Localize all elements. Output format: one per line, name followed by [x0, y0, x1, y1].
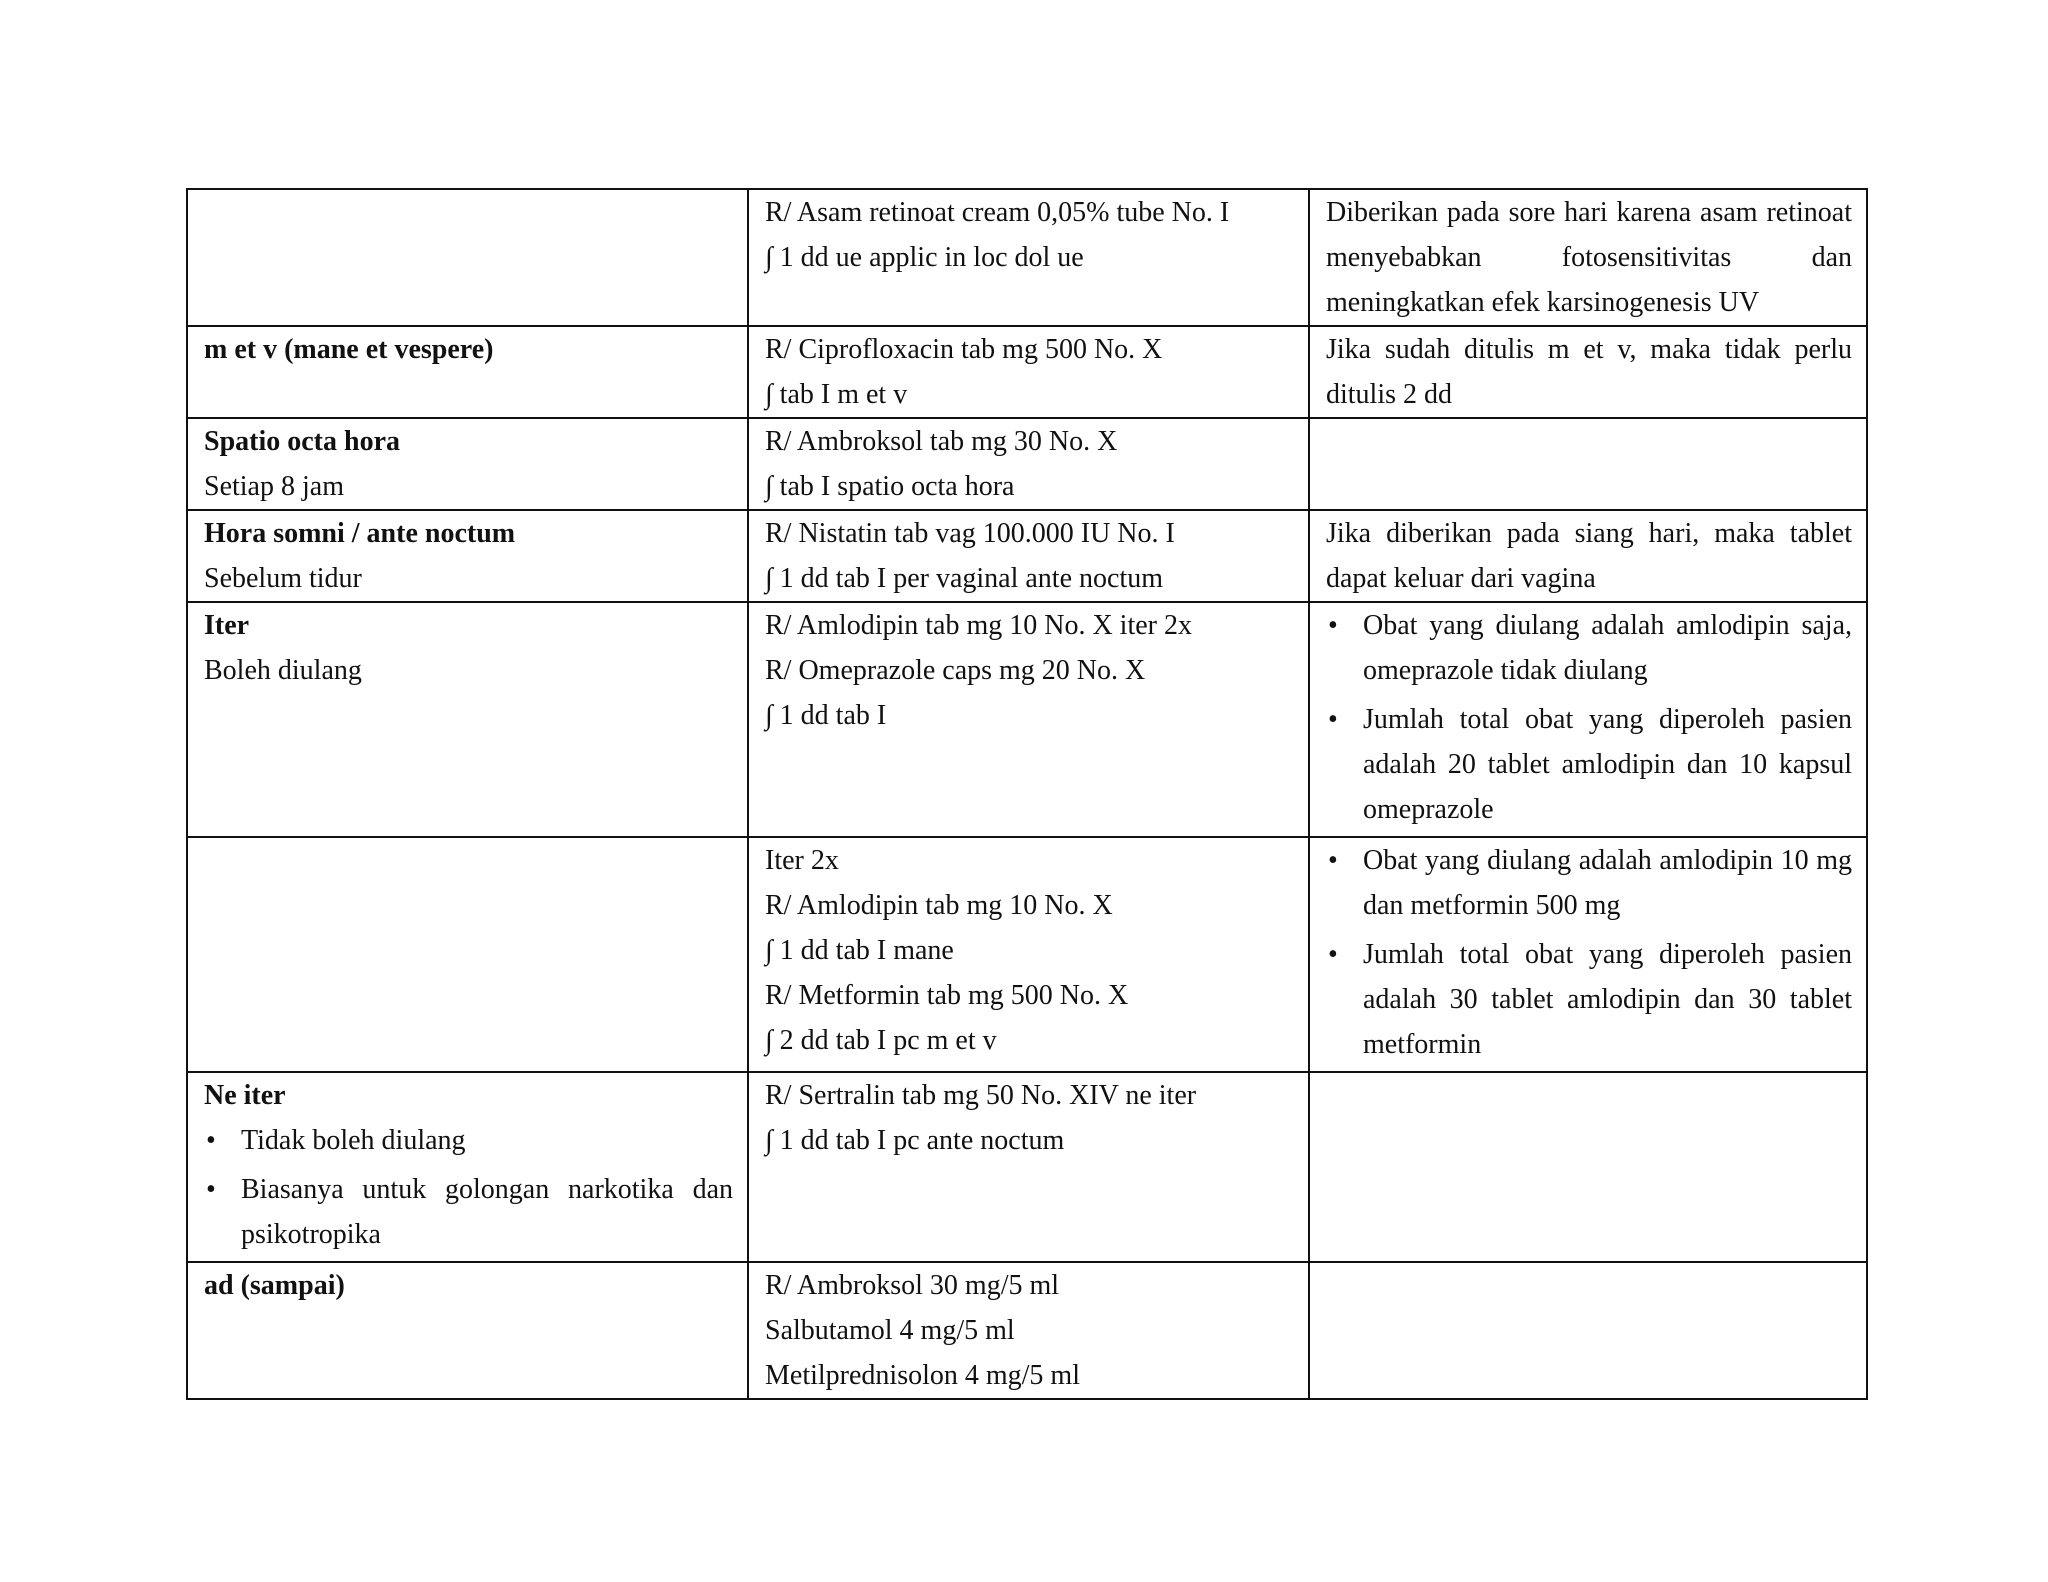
term-cell: [187, 418, 748, 510]
prescription-line: R/ Omeprazole caps mg 20 No. X: [765, 655, 1146, 686]
prescription-cell: [748, 189, 1309, 326]
note-bullet-list: [1326, 838, 1852, 1067]
note-bullet-item: • Jumlah total obat yang diperoleh pasien adalah 20 tablet amlodipin dan 10 kapsul omeprazole: [1326, 697, 1852, 832]
prescription-line: R/ Amlodipin tab mg 10 No. X: [765, 890, 1113, 921]
term-bullet-item: • Biasanya untuk golongan narkotika dan psikotropika: [204, 1167, 733, 1257]
note-text: Jika diberikan pada siang hari, maka tablet dapat keluar dari vagina: [1326, 518, 1852, 594]
table-row: [187, 418, 1867, 510]
note-cell: [1309, 418, 1867, 510]
prescription-cell: [748, 602, 1309, 837]
term-cell: [187, 510, 748, 602]
prescription-cell: [748, 837, 1309, 1072]
term-cell: [187, 1072, 748, 1262]
note-bullet-item: • Jumlah total obat yang diperoleh pasien adalah 30 tablet amlodipin dan 30 tablet metformin: [1326, 932, 1852, 1067]
table-row: [187, 326, 1867, 418]
note-bullet-item: • Obat yang diulang adalah amlodipin 10 mg dan metformin 500 mg: [1326, 838, 1852, 928]
prescription-line: ∫ tab I spatio octa hora: [765, 471, 1015, 502]
prescription-line: R/ Sertralin tab mg 50 No. XIV ne iter: [765, 1080, 1197, 1111]
note-cell: [1309, 510, 1867, 602]
term-label: m et v (mane et vespere): [204, 334, 494, 365]
prescription-line: R/ Metformin tab mg 500 No. X: [765, 980, 1129, 1011]
table-row: [187, 602, 1867, 837]
prescription-line: ∫ 1 dd tab I: [765, 700, 887, 731]
prescription-line: Iter 2x: [765, 845, 839, 876]
term-label: Ne iter: [204, 1080, 286, 1111]
note-cell: [1309, 602, 1867, 837]
table-row: [187, 510, 1867, 602]
prescription-cell: [748, 418, 1309, 510]
table-row: [187, 1262, 1867, 1399]
prescription-line: R/ Amlodipin tab mg 10 No. X iter 2x: [765, 610, 1192, 641]
prescription-line: R/ Nistatin tab vag 100.000 IU No. I: [765, 518, 1175, 549]
note-text: Diberikan pada sore hari karena asam retinoat menyebabkan fotosensitivitas dan meningkatkan efek karsinogenesis UV: [1326, 197, 1852, 318]
prescription-terms-table: [186, 188, 1868, 1400]
term-cell: [187, 326, 748, 418]
prescription-line: ∫ 1 dd tab I per vaginal ante noctum: [765, 563, 1163, 594]
note-bullet-list: [1326, 603, 1852, 832]
note-bullet-item: • Obat yang diulang adalah amlodipin saja, omeprazole tidak diulang: [1326, 603, 1852, 693]
note-cell: [1309, 189, 1867, 326]
term-cell: [187, 837, 748, 1072]
prescription-line: Metilprednisolon 4 mg/5 ml: [765, 1360, 1080, 1391]
prescription-line: R/ Ambroksol tab mg 30 No. X: [765, 426, 1118, 457]
term-bullet-item: • Tidak boleh diulang: [204, 1118, 733, 1163]
term-description: Boleh diulang: [204, 655, 362, 686]
table-row: [187, 837, 1867, 1072]
prescription-line: R/ Ciprofloxacin tab mg 500 No. X: [765, 334, 1163, 365]
prescription-cell: [748, 510, 1309, 602]
prescription-line: Salbutamol 4 mg/5 ml: [765, 1315, 1015, 1346]
term-bullet-list: [204, 1118, 733, 1257]
prescription-line: ∫ 1 dd ue applic in loc dol ue: [765, 242, 1084, 273]
prescription-line: ∫ 2 dd tab I pc m et v: [765, 1025, 997, 1056]
note-cell: [1309, 326, 1867, 418]
prescription-line: ∫ 1 dd tab I pc ante noctum: [765, 1125, 1065, 1156]
term-cell: [187, 189, 748, 326]
note-cell: [1309, 837, 1867, 1072]
table-row: [187, 1072, 1867, 1262]
note-text: Jika sudah ditulis m et v, maka tidak perlu ditulis 2 dd: [1326, 334, 1852, 410]
term-description: Sebelum tidur: [204, 563, 362, 594]
prescription-cell: [748, 1072, 1309, 1262]
prescription-line: R/ Asam retinoat cream 0,05% tube No. I: [765, 197, 1230, 228]
term-label: Spatio octa hora: [204, 426, 400, 457]
prescription-cell: [748, 1262, 1309, 1399]
term-cell: [187, 1262, 748, 1399]
term-cell: [187, 602, 748, 837]
prescription-line: R/ Ambroksol 30 mg/5 ml: [765, 1270, 1060, 1301]
prescription-cell: [748, 326, 1309, 418]
term-label: Iter: [204, 610, 250, 641]
term-label: Hora somni / ante noctum: [204, 518, 516, 549]
prescription-line: ∫ 1 dd tab I mane: [765, 935, 954, 966]
note-cell: [1309, 1262, 1867, 1399]
table-row: [187, 189, 1867, 326]
note-cell: [1309, 1072, 1867, 1262]
prescription-line: ∫ tab I m et v: [765, 379, 908, 410]
term-label: ad (sampai): [204, 1270, 345, 1301]
term-description: Setiap 8 jam: [204, 471, 344, 502]
